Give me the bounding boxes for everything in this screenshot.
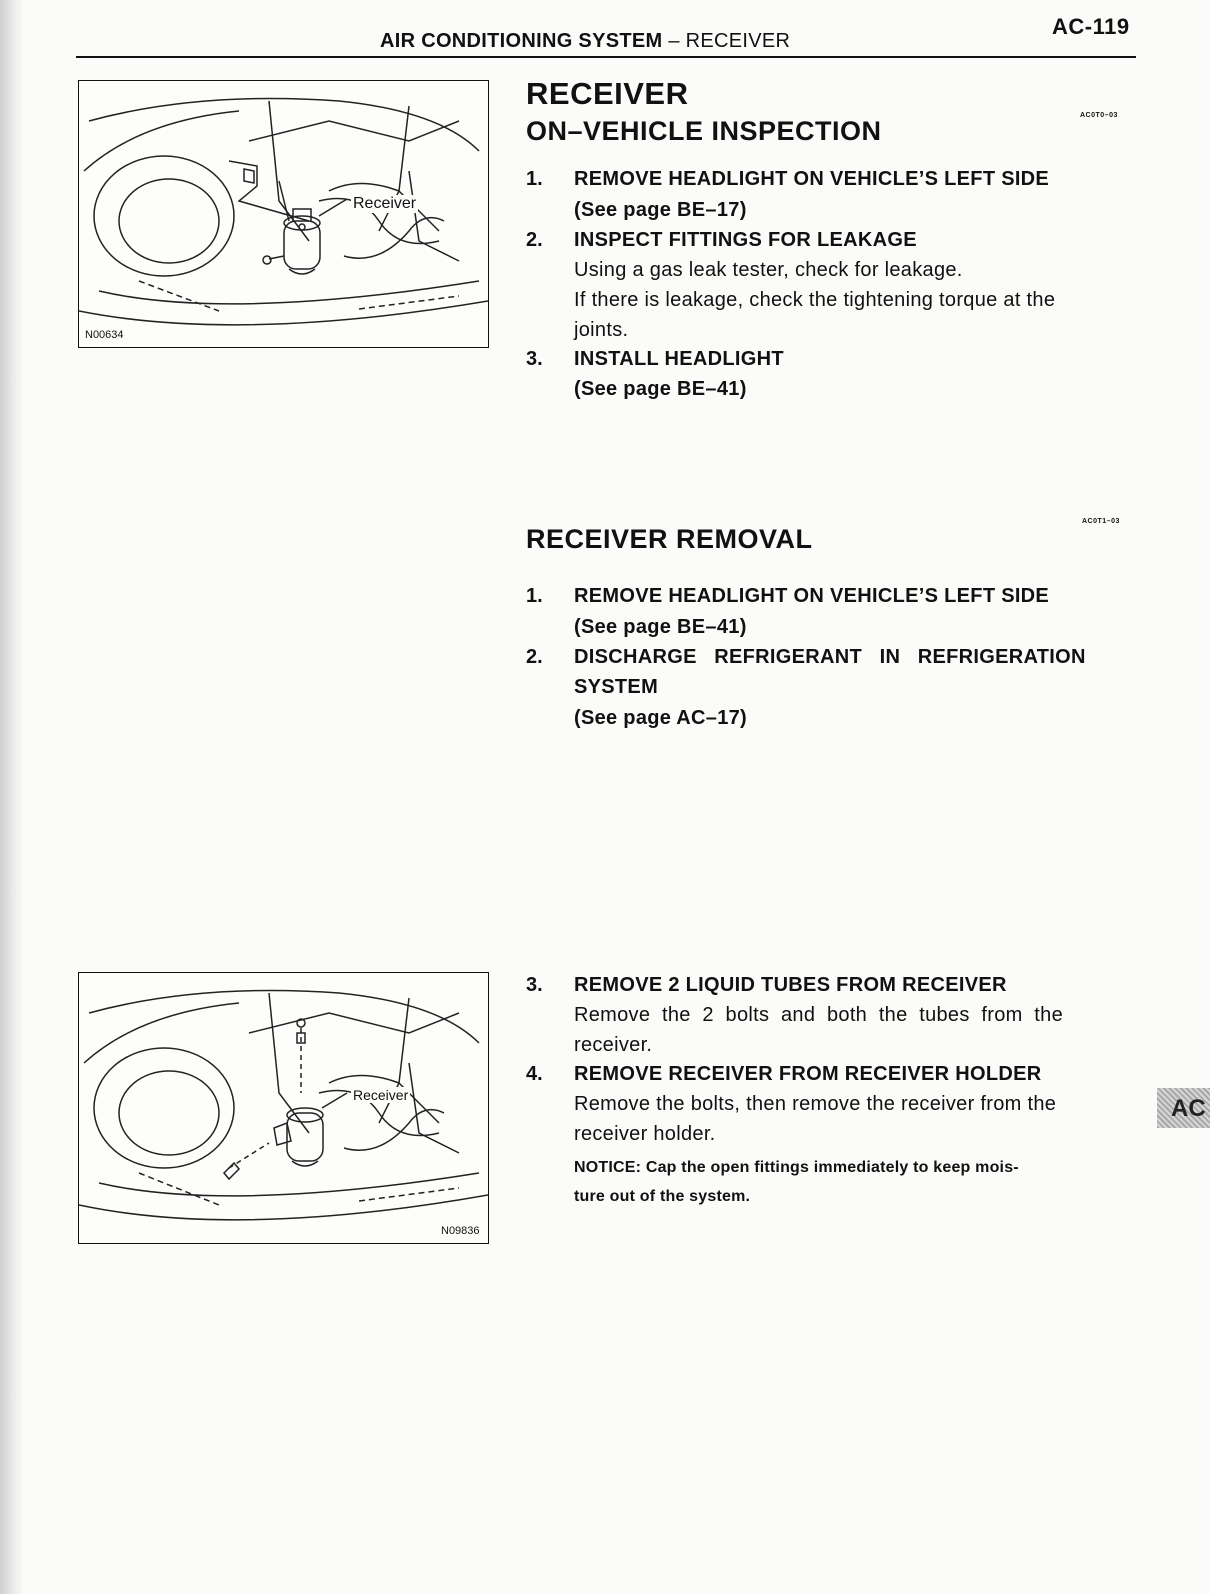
inspection-heading: ON–VEHICLE INSPECTION xyxy=(526,116,882,146)
figure-receiver-removal xyxy=(78,972,489,1244)
figure-id: N00634 xyxy=(85,329,124,341)
receiver-callout: Receiver xyxy=(353,195,417,212)
page-binding-shadow xyxy=(0,0,22,1594)
step-reference: (See page BE–17) xyxy=(574,199,747,221)
page-number: AC-119 xyxy=(1052,14,1130,39)
section-code: AC0T1–03 xyxy=(1082,518,1120,525)
step-title: REMOVE 2 LIQUID TUBES FROM RECEIVER xyxy=(574,974,1007,996)
notice-text: ture out of the system. xyxy=(574,1188,751,1205)
step-text: receiver. xyxy=(574,1034,653,1056)
notice-text: NOTICE: Cap the open fittings immediately to keep mois- xyxy=(574,1159,1019,1176)
section-header-bold: AIR CONDITIONING SYSTEM xyxy=(380,30,663,52)
receiver-removal-illustration xyxy=(79,973,488,1243)
step-title: REMOVE RECEIVER FROM RECEIVER HOLDER xyxy=(574,1063,1042,1085)
step-number: 3. xyxy=(526,348,543,370)
removal-heading: RECEIVER REMOVAL xyxy=(526,524,813,554)
step-text: receiver holder. xyxy=(574,1123,716,1145)
step-title: REMOVE HEADLIGHT ON VEHICLE’S LEFT SIDE xyxy=(574,585,1050,607)
step-reference: (See page BE–41) xyxy=(574,616,747,638)
step-number: 1. xyxy=(526,168,543,190)
page-title: RECEIVER xyxy=(526,76,689,111)
section-code: AC0T0–03 xyxy=(1080,112,1118,119)
step-title: REMOVE HEADLIGHT ON VEHICLE’S LEFT SIDE xyxy=(574,168,1050,190)
step-number: 2. xyxy=(526,229,543,251)
step-text: If there is leakage, check the tightening torque at the xyxy=(574,289,1056,311)
step-title: DISCHARGE REFRIGERANT IN REFRIGERATION xyxy=(574,646,1086,668)
step-title: INSPECT FITTINGS FOR LEAKAGE xyxy=(574,229,917,251)
receiver-callout: Receiver xyxy=(353,1087,409,1103)
step-reference: (See page BE–41) xyxy=(574,378,747,400)
section-header-rest: RECEIVER xyxy=(685,30,791,52)
section-header-dash: – xyxy=(668,30,680,52)
figure-id: N09836 xyxy=(441,1225,480,1237)
step-title-continued: SYSTEM xyxy=(574,676,659,698)
step-title: INSTALL HEADLIGHT xyxy=(574,348,784,370)
section-tab: AC xyxy=(1157,1088,1210,1128)
step-number: 3. xyxy=(526,974,543,996)
figure-receiver-location xyxy=(78,80,489,348)
step-number: 1. xyxy=(526,585,543,607)
section-header xyxy=(380,30,790,53)
header-rule xyxy=(76,56,1136,58)
step-text: joints. xyxy=(574,319,629,341)
step-text: Using a gas leak tester, check for leakage. xyxy=(574,259,963,281)
receiver-location-illustration xyxy=(79,81,488,347)
step-text: Remove the bolts, then remove the receiver from the xyxy=(574,1093,1057,1115)
step-reference: (See page AC–17) xyxy=(574,707,748,729)
step-number: 4. xyxy=(526,1063,543,1085)
step-number: 2. xyxy=(526,646,543,668)
step-text: Remove the 2 bolts and both the tubes from the xyxy=(574,1004,1063,1026)
